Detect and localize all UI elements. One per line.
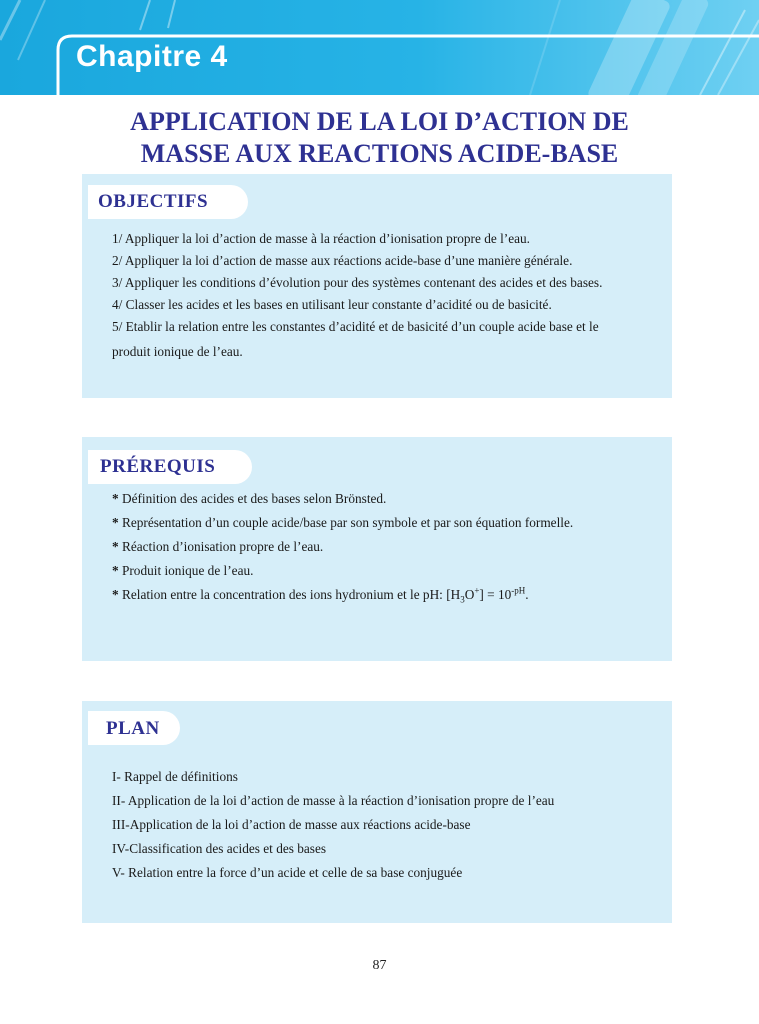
objectifs-box	[82, 174, 672, 398]
plan-item-1: I- Rappel de définitions	[112, 769, 238, 784]
oxygen-symbol: O	[464, 587, 475, 602]
bullet-star: *	[112, 515, 119, 530]
prerequis-item-1	[112, 491, 386, 507]
prerequis-item-3	[112, 539, 323, 555]
bullet-star: *	[112, 539, 119, 554]
prerequis-item-2-text: Représentation d’un couple acide/base par son symbole et par son équation formelle.	[121, 515, 574, 530]
prerequis-item-2	[112, 515, 573, 531]
chapter-label: Chapitre 4	[76, 40, 228, 73]
prerequis-item-4-text: Produit ionique de l’eau.	[121, 563, 254, 578]
superscript-minus-ph: -pH	[511, 585, 526, 596]
prerequis-item-3-text: Réaction d’ionisation propre de l’eau.	[121, 539, 324, 554]
prerequis-item-5	[112, 587, 529, 603]
objectif-item-5-continued: produit ionique de l’eau.	[112, 344, 243, 359]
bullet-star: *	[112, 587, 119, 602]
plan-item-4: IV-Classification des acides et des bases	[112, 841, 327, 856]
plan-box	[82, 701, 672, 923]
objectif-item-4: 4/ Classer les acides et les bases en utilisant leur constante d’acidité ou de basicité.	[112, 297, 552, 312]
prerequis-item-4	[112, 563, 253, 579]
prerequis-box	[82, 437, 672, 661]
plan-item-5: V- Relation entre la force d’un acide et celle de sa base conjuguée	[112, 865, 463, 880]
prerequis-item-5-text: Relation entre la concentration des ions hydronium et le pH: [H	[121, 587, 461, 602]
page-number: 87	[372, 958, 387, 973]
prerequis-item-1-text: Définition des acides et des bases selon Brönsted.	[121, 491, 387, 506]
chapter-banner	[0, 0, 759, 95]
final-period: .	[525, 587, 529, 602]
bullet-star: *	[112, 563, 119, 578]
bullet-star: *	[112, 491, 119, 506]
title-line-1: APPLICATION DE LA LOI D’ACTION DE	[130, 107, 629, 136]
equals-ten: ] = 10	[479, 587, 512, 602]
objectif-item-3: 3/ Appliquer les conditions d’évolution pour des systèmes contenant des acides et des bases.	[112, 275, 603, 290]
plan-item-2: II- Application de la loi d’action de masse à la réaction d’ionisation propre de l’eau	[112, 793, 555, 808]
superscript-plus: +	[474, 585, 480, 596]
plan-heading: PLAN	[106, 718, 160, 739]
objectif-item-1: 1/ Appliquer la loi d’action de masse à la réaction d’ionisation propre de l’eau.	[112, 231, 530, 246]
page-title	[0, 106, 759, 170]
objectif-item-2: 2/ Appliquer la loi d’action de masse aux réactions acide-base d’une manière générale.	[112, 253, 573, 268]
plan-item-3: III-Application de la loi d’action de masse aux réactions acide-base	[112, 817, 471, 832]
objectifs-heading: OBJECTIFS	[98, 191, 209, 212]
title-line-2: MASSE AUX REACTIONS ACIDE-BASE	[140, 139, 619, 168]
subscript-3: 3	[460, 594, 465, 605]
prerequis-heading: PRÉREQUIS	[100, 456, 216, 477]
objectif-item-5: 5/ Etablir la relation entre les constantes d’acidité et de basicité d’un couple acide base et le	[112, 319, 599, 334]
